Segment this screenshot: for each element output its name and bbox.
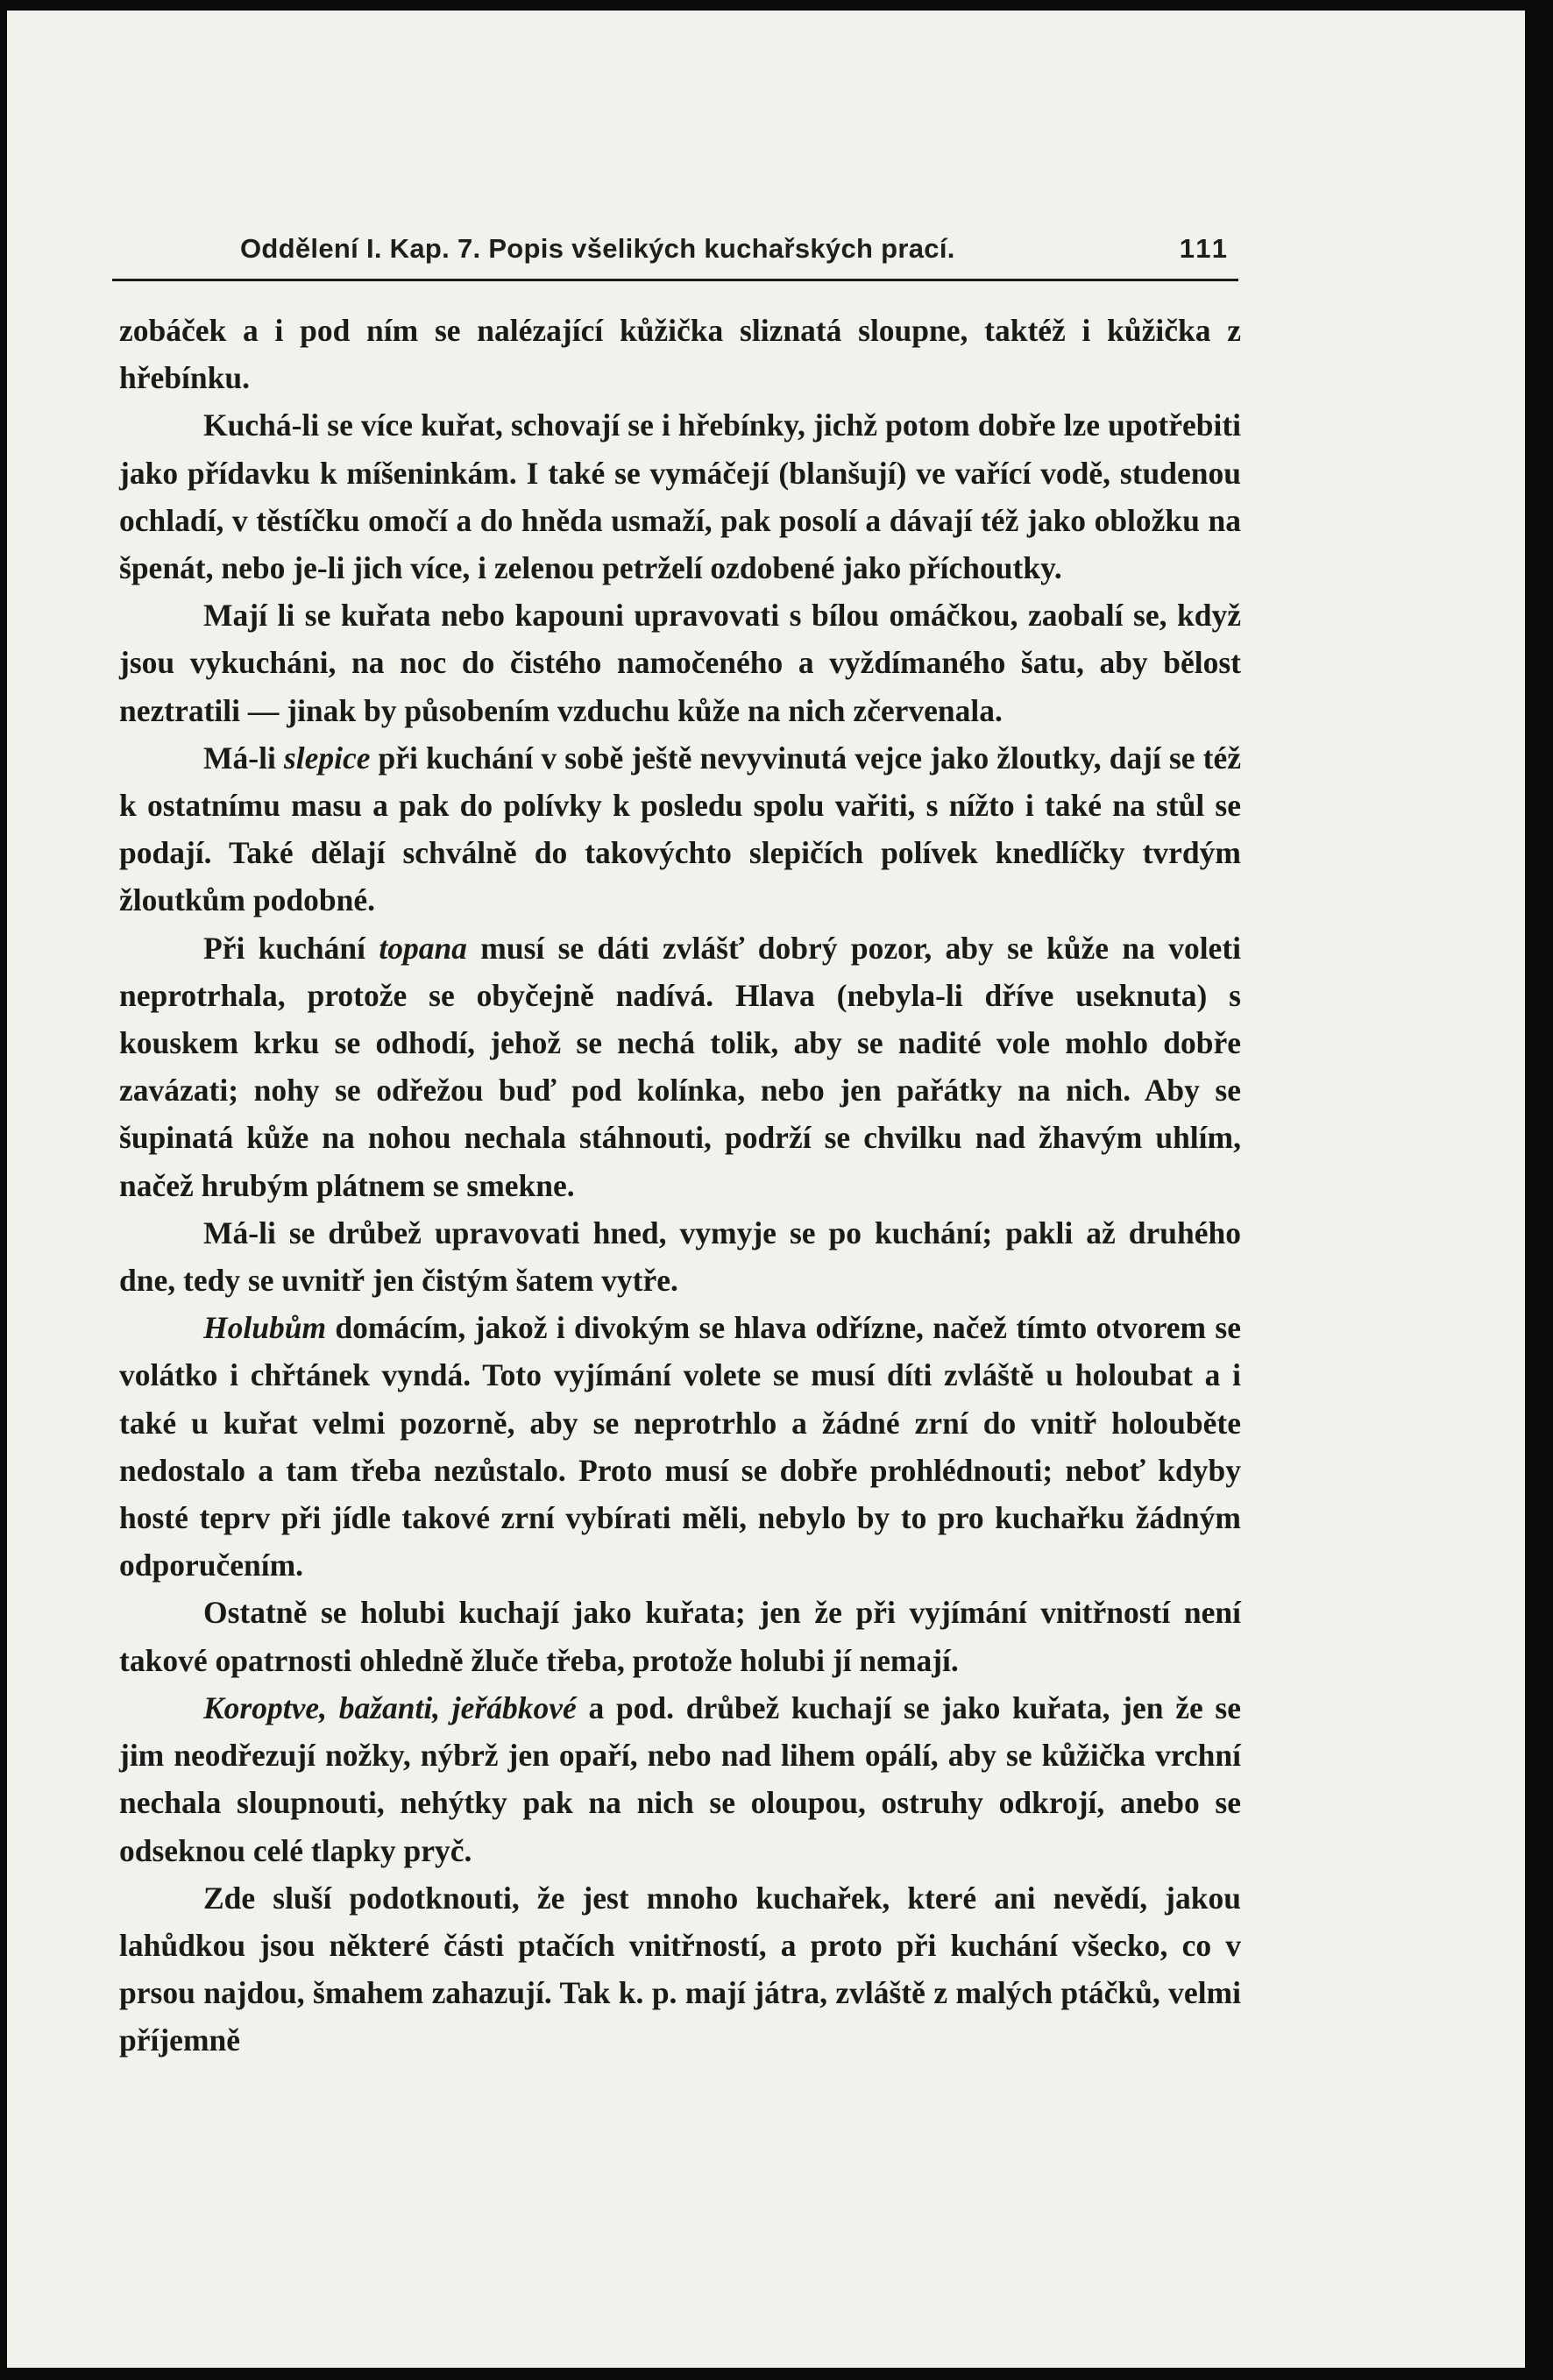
paragraph: zobáček a i pod ním se nalézající kůžička sliznatá sloupne, taktéž i kůžička z hřebínku. xyxy=(119,313,1241,396)
book-page xyxy=(7,11,1525,2368)
paragraph: Má-li se drůbež upravovati hned, vymyje se po kuchání; pakli až druhého dne, tedy se uvnitř jen čistým šatem vytře. xyxy=(119,1215,1241,1299)
page-header xyxy=(112,230,1238,281)
running-head: Oddělení I. Kap. 7. Popis všelikých kuchařských prací. xyxy=(240,233,955,264)
paragraph: Při kuchání topana musí se dáti zvlášť dobrý pozor, aby se kůže na voleti neprotrhala, protože se obyčejně nadívá. Hlava (nebyla-li dříve useknuta) s kouskem krku se odhodí, jehož se nechá tolik, aby se nadité vole mohlo dobře zavázati; nohy se odřežou buď pod kolínka, nebo jen pařátky na nich. Aby se šupinatá kůže na nohou nechala stáhnouti, podrží se chvilku nad žhavým uhlím, načež hrubým plátnem se smekne. xyxy=(119,930,1242,1203)
paragraph: Má-li slepice při kuchání v sobě ještě nevyvinutá vejce jako žloutky, dají se též k ostatnímu masu a pak do polívky k posledu spolu vařiti, s nížto i také na stůl se podají. Také dělají schválně do takovýchto slepičích polívek knedlíčky tvrdým žloutkům podobné. xyxy=(119,740,1241,918)
paragraph: Koroptve, bažanti, jeřábkové a pod. drůbež kuchají se jako kuřata, jen že se jim neodřezují nožky, nýbrž jen opaří, nebo nad lihem opálí, aby se kůžička vrchní nechala sloupnouti, nehýtky pak na nich se oloupou, ostruhy odkrojí, anebo se odseknou celé tlapky pryč. xyxy=(119,1689,1241,1868)
paragraph: Kuchá-li se více kuřat, schovají se i hřebínky, jichž potom dobře lze upotřebiti jako přídavku k míšeninkám. I také se vymáčejí (blanšují) ve vařící vodě, studenou ochladí, v těstíčku omočí a do hněda usmaží, pak posolí a dávají též jako obložku na špenát, nebo je-li jich více, i zelenou petrželí ozdobené jako příchoutky. xyxy=(119,407,1241,586)
page-number: 111 xyxy=(1179,233,1230,264)
emphasis: Holubům xyxy=(203,1310,327,1346)
paragraph: Zde sluší podotknouti, že jest mnoho kuchařek, které ani nevědí, jakou lahůdkou jsou některé části ptačích vnitřností, a proto při kuchání všecko, co v prsou najdou, šmahem zahazují. Tak k. p. mají játra, zvláště z malých ptáčků, velmi příjemně xyxy=(119,1880,1241,2058)
paragraph: Holubům domácím, jakož i divokým se hlava odřízne, načež tímto otvorem se volátko i chřtánek vyndá. Toto vyjímání volete se musí díti zvláště u holoubat a i také u kuřat velmi pozorně, aby se neprotrhlo a žádné zrní do vnitř holouběte nedostalo a tam třeba nezůstalo. Proto musí se dobře prohlédnouti; neboť kdyby hosté teprv při jídle takové zrní vybírati měli, nebylo by to pro kuchařku žádným odporučením. xyxy=(119,1310,1241,1583)
emphasis: slepice xyxy=(283,740,371,776)
emphasis: topana xyxy=(379,930,467,966)
paragraph: Ostatně se holubi kuchají jako kuřata; jen že při vyjímání vnitřností není takové opatrnosti ohledně žluče třeba, protože holubi jí nemají. xyxy=(119,1595,1241,1678)
paragraph: Mají li se kuřata nebo kapouni upravovati s bílou omáčkou, zaobalí se, když jsou vykucháni, na noc do čistého namočeného a vyždímaného šatu, aby bělost neztratili — jinak by působením vzduchu kůže na nich zčervenala. xyxy=(119,598,1241,728)
page-body xyxy=(119,307,1241,2065)
emphasis: Koroptve, bažanti, jeřábkové xyxy=(203,1689,577,1725)
